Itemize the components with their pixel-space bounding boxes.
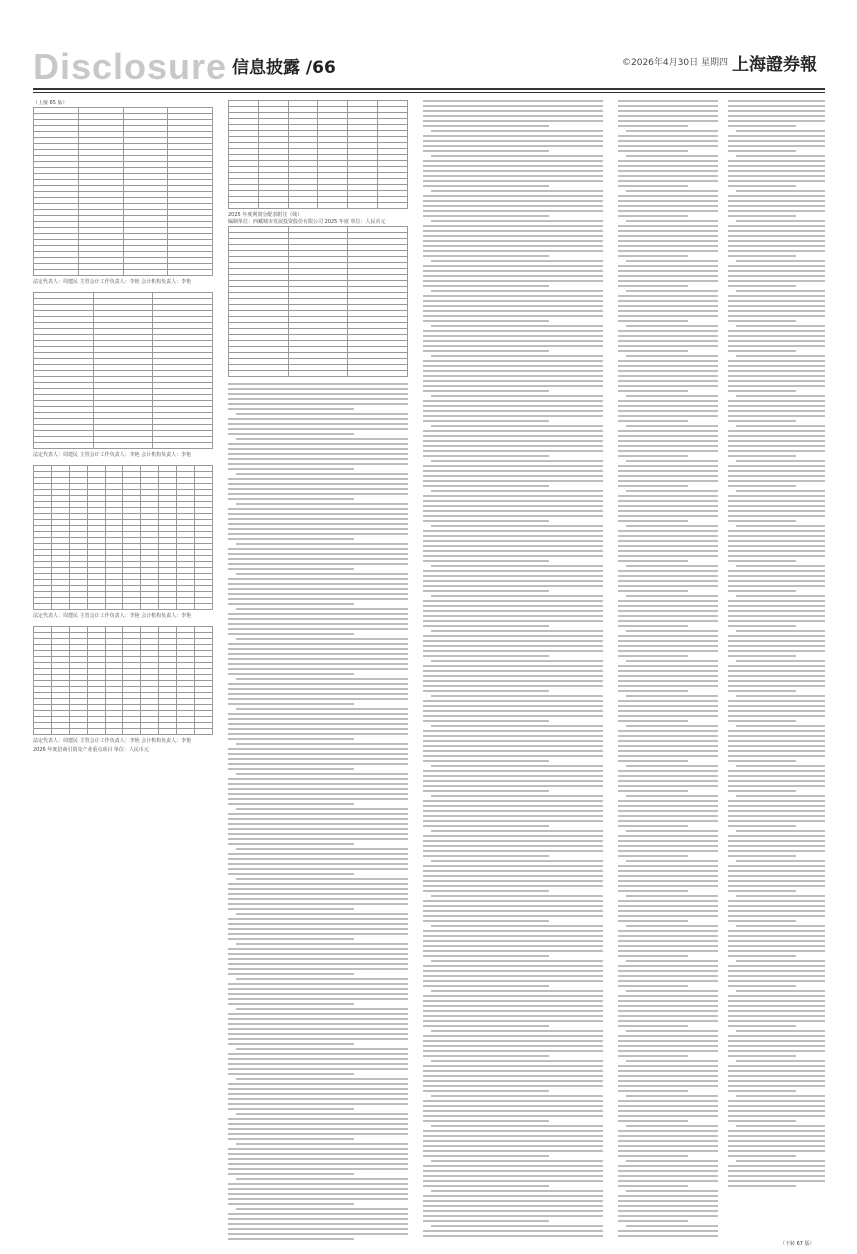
body-text-col2: [228, 383, 408, 1240]
equity-change-table-2: [33, 626, 213, 735]
footer-note-col1: 2026 年度招商引资及产业重点项目 单位：人民币元: [33, 747, 149, 753]
continued-footer: （下转 67 版）: [780, 1241, 815, 1247]
column-2: [228, 100, 408, 1240]
body-text-col3: [423, 100, 603, 1240]
issue-date: ©2026年4月30日 星期四: [622, 58, 728, 68]
masthead: [0, 0, 857, 100]
column-3: [423, 100, 603, 1240]
signature-line-3: 法定代表人：周建民 主管会计工作负责人：李艳 会计机构负责人：李艳: [33, 613, 192, 619]
table-note: 编制单位：西藏城市发展投资股份有限公司 2025 年度 单位：人民币元: [228, 219, 386, 225]
section-banner-word: Disclosure: [33, 46, 228, 87]
column-4: [618, 100, 718, 1240]
column-5: [728, 100, 825, 1240]
continued-tag: （上接 65 版）: [33, 100, 68, 106]
financial-table-4: [228, 226, 408, 377]
signature-line-4: 法定代表人：周建民 主管会计工作负责人：李艳 会计机构负责人：李艳: [33, 738, 192, 744]
equity-change-table: [33, 465, 213, 610]
financial-table-2: [33, 292, 213, 449]
table-caption: 2025 年度利润分配表附注（续）: [228, 212, 303, 218]
masthead-rule-thin: [33, 92, 825, 93]
body-text-col4: [618, 100, 718, 1240]
signature-line-1: 法定代表人：周建民 主管会计工作负责人：李艳 会计机构负责人：李艳: [33, 279, 192, 285]
signature-line-2: 法定代表人：周建民 主管会计工作负责人：李艳 会计机构负责人：李艳: [33, 452, 192, 458]
column-1: [33, 100, 213, 1240]
financial-table-3: [228, 100, 408, 209]
body-text-col5: [728, 100, 825, 1187]
section-title: 信息披露 /66: [232, 58, 336, 78]
masthead-rule: [33, 88, 825, 90]
financial-table-1: [33, 107, 213, 276]
newspaper-logo: 上海證券報: [732, 55, 817, 75]
